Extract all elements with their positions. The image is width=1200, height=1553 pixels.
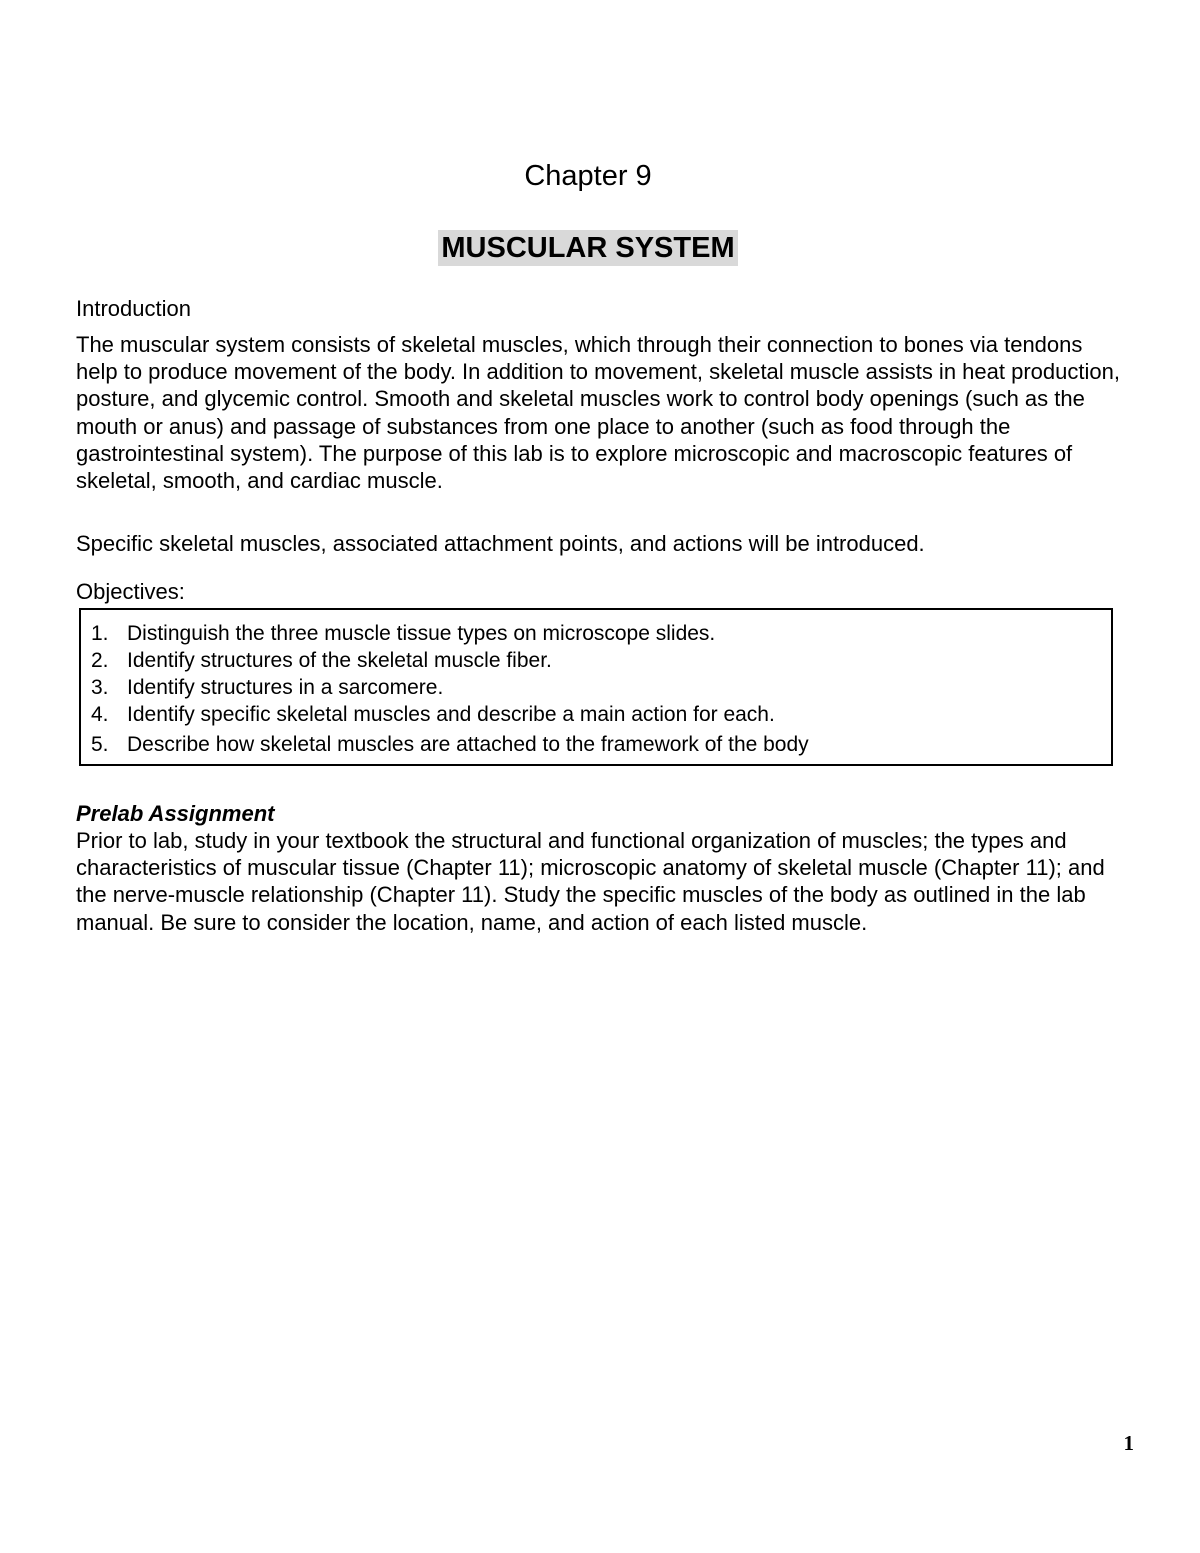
objective-text: Distinguish the three muscle tissue types on microscope slides.	[127, 622, 716, 645]
page-title: MUSCULAR SYSTEM	[438, 230, 737, 266]
objective-item	[91, 647, 809, 674]
objective-number: 3.	[91, 676, 109, 699]
objectives-box	[79, 608, 1113, 766]
objective-text: Identify specific skeletal muscles and describe a main action for each.	[127, 703, 775, 726]
objective-text: Identify structures in a sarcomere.	[127, 676, 444, 699]
objective-text: Describe how skeletal muscles are attached to the framework of the body	[127, 733, 809, 756]
introduction-paragraph: The muscular system consists of skeletal muscles, which through their connection to bones via tendons help to produce movement of the body. In addition to movement, skeletal muscle assists in heat production, posture, and glycemic control. Smooth and skeletal muscles work to control body openings (such as the mouth or anus) and passage of substances from one place to another (such as food through the gastrointestinal system). The purpose of this lab is to explore microscopic and macroscopic features of skeletal, smooth, and cardiac muscle.	[76, 332, 1120, 494]
objectives-heading: Objectives:	[76, 579, 185, 604]
objective-item	[91, 731, 809, 758]
page-number: 1	[1123, 1431, 1134, 1455]
introduction-note: Specific skeletal muscles, associated attachment points, and actions will be introduced.	[76, 531, 925, 556]
objectives-list	[91, 620, 809, 758]
objective-item	[91, 674, 809, 701]
objective-item	[91, 620, 809, 647]
objective-number: 4.	[91, 703, 109, 726]
objective-number: 1.	[91, 622, 109, 645]
objective-number: 5.	[91, 733, 109, 756]
title-wrapper	[0, 230, 1176, 266]
chapter-heading: Chapter 9	[524, 160, 652, 192]
objective-text: Identify structures of the skeletal muscle fiber.	[127, 649, 552, 672]
objective-item	[91, 701, 809, 728]
objective-number: 2.	[91, 649, 109, 672]
introduction-heading: Introduction	[76, 296, 191, 321]
prelab-heading: Prelab Assignment	[76, 801, 275, 826]
prelab-paragraph: Prior to lab, study in your textbook the structural and functional organization of muscles; the types and characteristics of muscular tissue (Chapter 11); microscopic anatomy of skeletal muscle (Chapter 11); and the nerve-muscle relationship (Chapter 11). Study the specific muscles of the body as outlined in the lab manual. Be sure to consider the location, name, and action of each listed muscle.	[76, 828, 1105, 935]
